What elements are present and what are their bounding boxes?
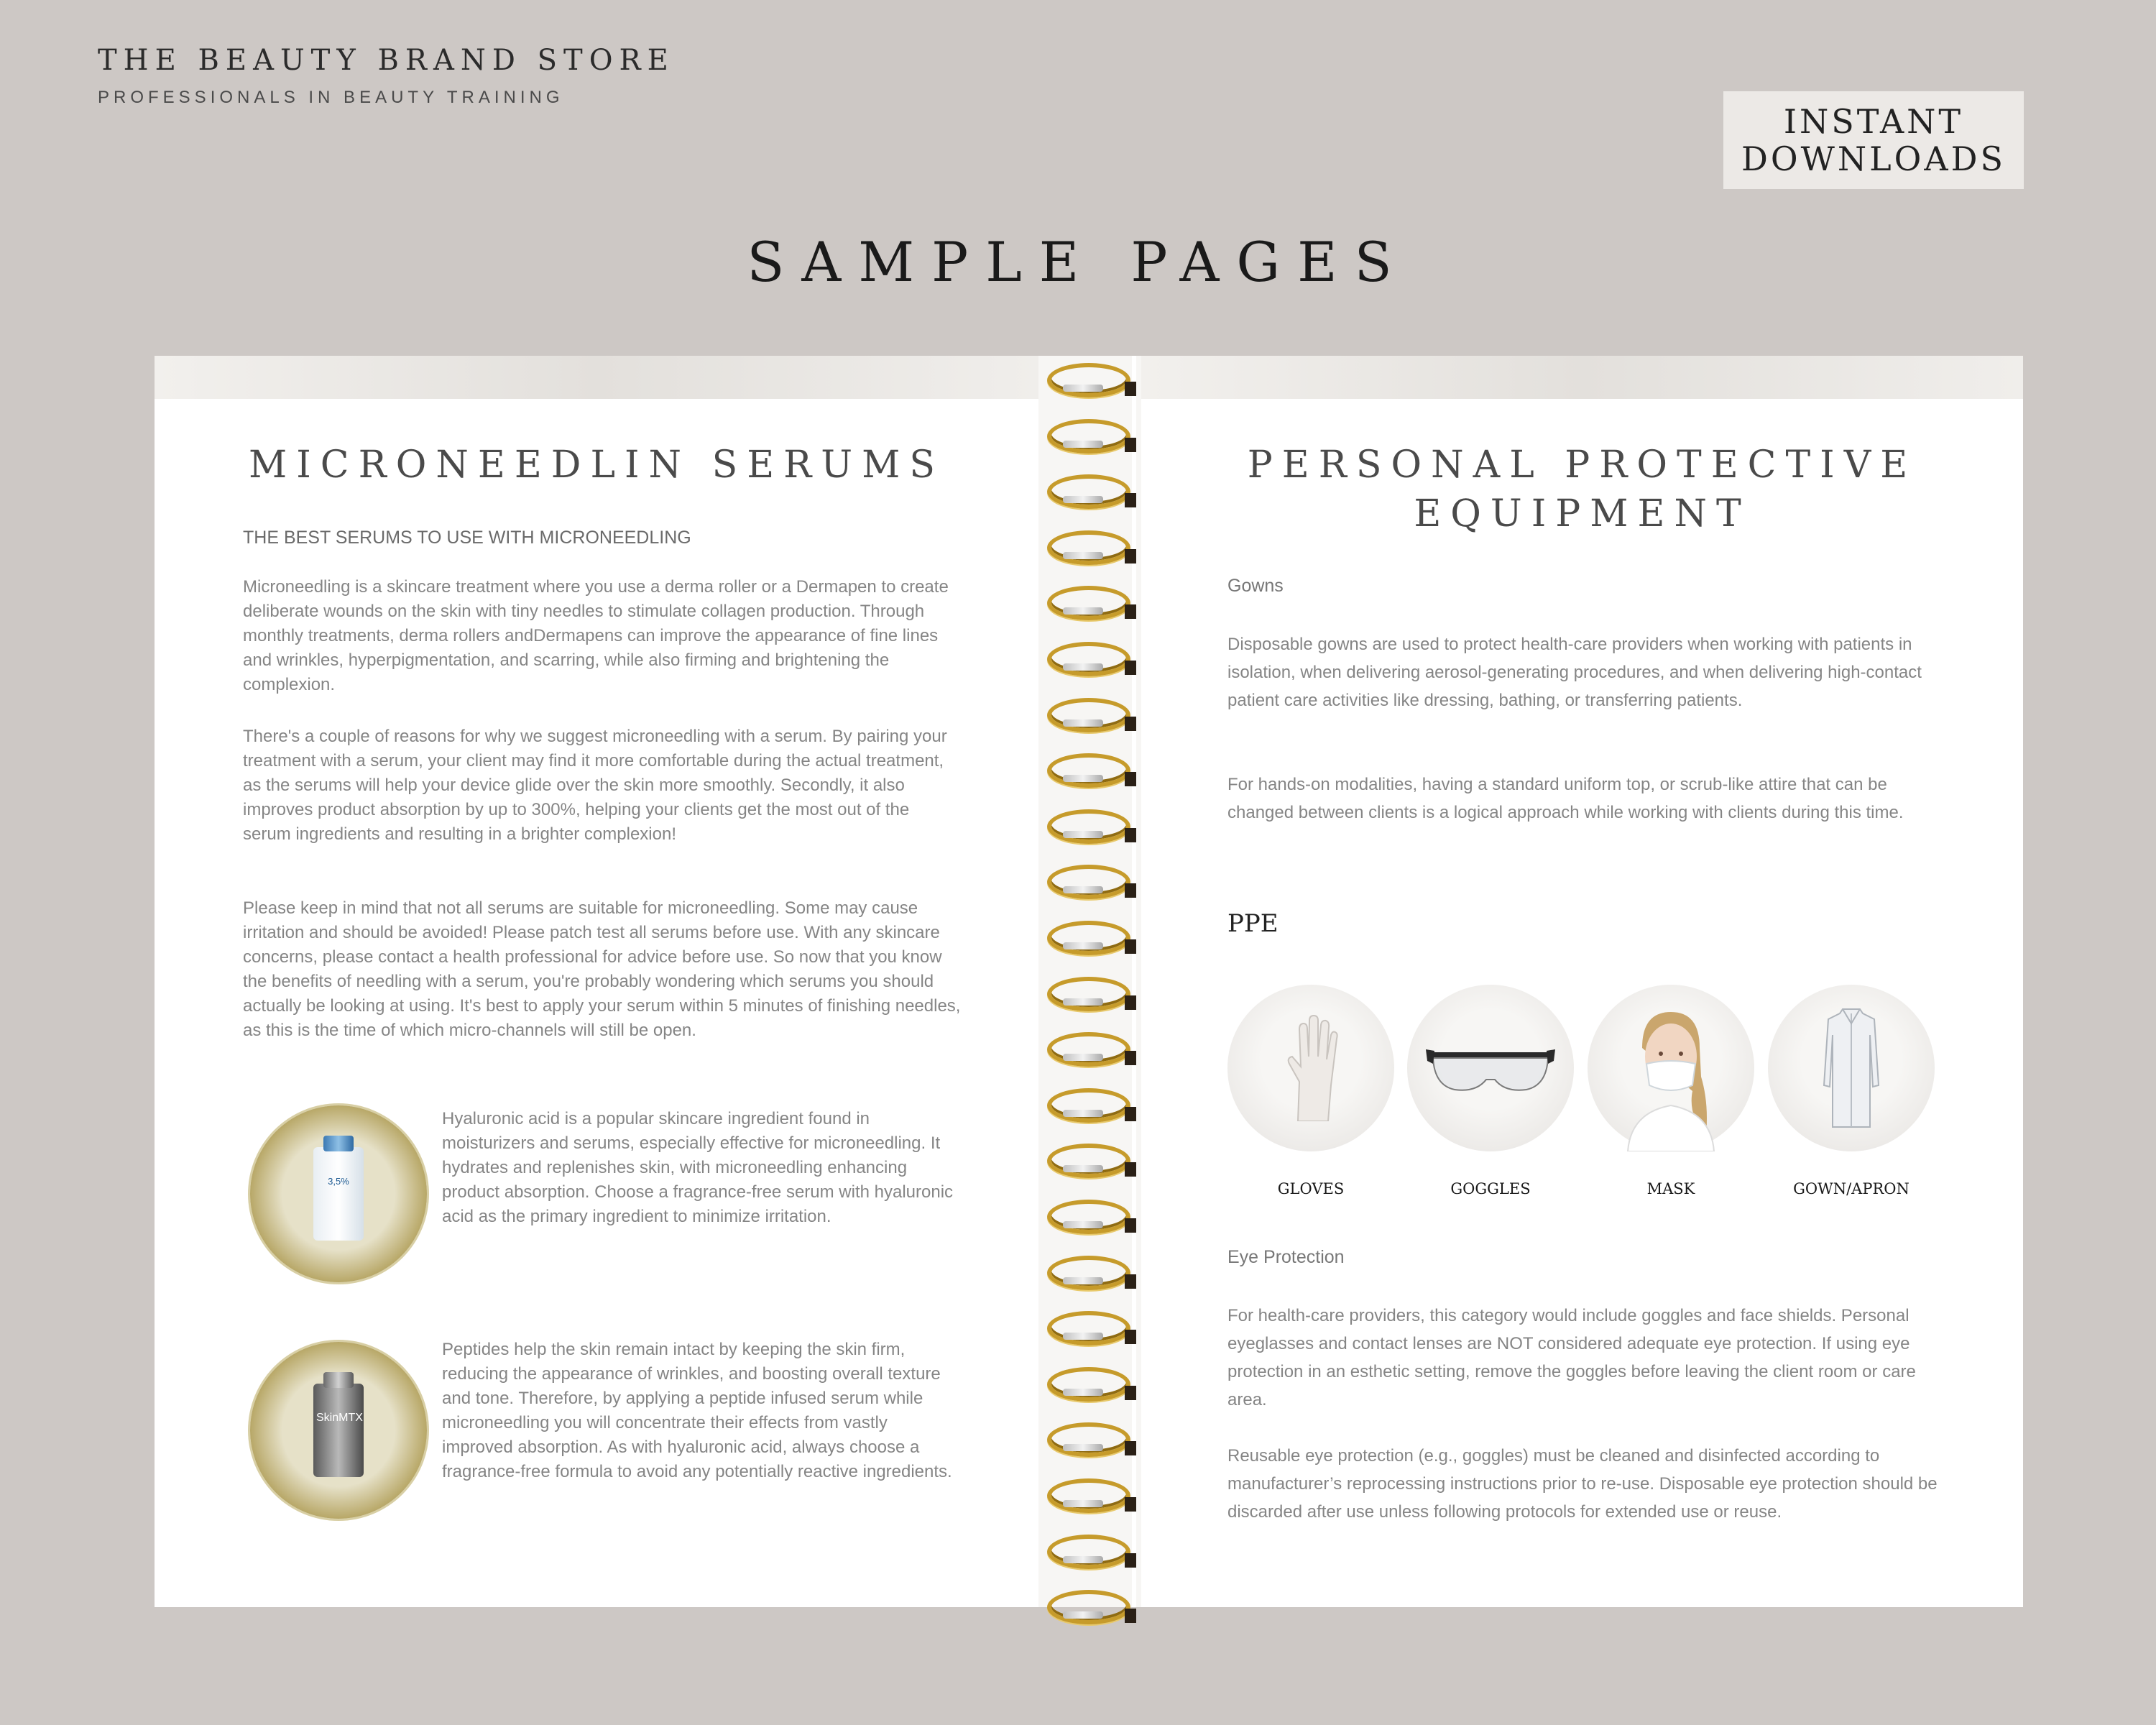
binding-ring <box>1047 642 1130 676</box>
ppe-label: GLOVES <box>1277 1180 1345 1197</box>
mask-icon <box>1621 998 1721 1151</box>
binding-ring <box>1047 977 1130 1011</box>
binding-hole <box>1125 1218 1136 1233</box>
binding-ring <box>1047 1535 1130 1569</box>
brand-tagline: PROFESSIONALS IN BEAUTY TRAINING <box>98 88 564 107</box>
peptide-serum-text: Peptides help the skin remain intact by keeping the skin firm, reducing the appearance of wrinkles, and boosting overall texture and tone. Therefore, by applying a peptide infused serum while microneedling you will concentrate their effects from vastly improved absorption. As with hyaluronic acid, always choose a fragrance-free formula to avoid any potentially reactive ingredients. <box>442 1340 952 1481</box>
binding-hole <box>1125 438 1136 452</box>
binding-hole <box>1125 772 1136 786</box>
ppe-item-gown <box>1768 985 1935 1197</box>
right-title-line-1: PERSONAL PROTECTIVE <box>1247 443 1917 487</box>
vial-label: 3,5% <box>328 1176 349 1187</box>
binding-ring <box>1047 753 1130 788</box>
binding-ring-highlight <box>1063 385 1103 392</box>
binding-hole <box>1125 1609 1136 1623</box>
ppe-heading: PPE <box>1227 909 1279 938</box>
binding-ring-highlight <box>1063 1333 1103 1340</box>
binding-ring-highlight <box>1063 663 1103 671</box>
binding-ring-highlight <box>1063 1054 1103 1061</box>
binding-hole <box>1125 1274 1136 1289</box>
right-notebook-page <box>1141 356 2023 1607</box>
page-top-band <box>155 356 1038 399</box>
binding-ring <box>1047 809 1130 844</box>
hyaluronic-serum-text: Hyaluronic acid is a popular skincare ingredient found in moisturizers and serums, especially effective for microneedling. It hydrates and replenishes skin, with microneedling enhancing product absorption. Choose a fragrance-free serum with hyaluronic acid as the primary ingredient to minimize irritation. <box>442 1109 954 1226</box>
serum-vial-icon <box>313 1147 364 1241</box>
goggles-icon <box>1426 1042 1555 1100</box>
eye-protection-paragraph-1: For health-care providers, this category would include goggles and face shields. Personal eyeglasses and contact lenses are NOT considered adequate eye protection. If using eye protection in an esthetic setting, remove the goggles before leaving the client room or care area. <box>1227 1306 1916 1409</box>
gloves-icon <box>1284 1013 1338 1121</box>
binding-hole <box>1125 661 1136 675</box>
ppe-image <box>1227 985 1394 1151</box>
binding-ring <box>1047 1311 1130 1346</box>
left-page-subheading: THE BEST SERUMS TO USE WITH MICRONEEDLING <box>243 528 691 548</box>
serum-vial-icon <box>313 1384 364 1477</box>
ppe-image <box>1768 985 1935 1151</box>
binding-ring-highlight <box>1063 607 1103 615</box>
vial-label: SkinMTX <box>316 1412 363 1424</box>
binding-ring <box>1047 1200 1130 1234</box>
binding-ring <box>1047 1367 1130 1402</box>
binding-hole <box>1125 382 1136 396</box>
binding-hole <box>1125 828 1136 842</box>
brand-header <box>98 43 675 108</box>
binding-ring <box>1047 1590 1130 1624</box>
binding-ring <box>1047 1478 1130 1513</box>
binding-ring-highlight <box>1063 831 1103 838</box>
ppe-label: GOGGLES <box>1450 1180 1531 1197</box>
binding-ring <box>1047 1144 1130 1178</box>
page-top-band <box>1141 356 2023 399</box>
binding-hole <box>1125 883 1136 898</box>
binding-ring-highlight <box>1063 1500 1103 1507</box>
binding-hole <box>1125 1553 1136 1568</box>
binding-ring <box>1047 419 1130 454</box>
gowns-paragraph-2: For hands-on modalities, having a standard uniform top, or scrub-like attire that can be changed between clients is a logical approach while working with clients during this time. <box>1227 775 1904 822</box>
binding-ring-highlight <box>1063 496 1103 503</box>
binding-ring-highlight <box>1063 1277 1103 1284</box>
binding-ring <box>1047 698 1130 732</box>
binding-ring-highlight <box>1063 1221 1103 1228</box>
binding-ring <box>1047 1032 1130 1067</box>
binding-ring-highlight <box>1063 775 1103 782</box>
instant-downloads-badge <box>1723 91 2024 189</box>
binding-hole <box>1125 1107 1136 1121</box>
binding-ring-highlight <box>1063 552 1103 559</box>
left-page-title: MICRONEEDLIN SERUMS <box>249 443 944 487</box>
binding-ring <box>1047 474 1130 509</box>
binding-ring <box>1047 865 1130 899</box>
right-title-line-2: EQUIPMENT <box>1414 492 1751 535</box>
ppe-item-mask <box>1588 985 1754 1197</box>
binding-ring-highlight <box>1063 942 1103 949</box>
gowns-heading: Gowns <box>1227 576 1284 596</box>
binding-hole <box>1125 1330 1136 1344</box>
binding-ring <box>1047 530 1130 565</box>
right-page-title <box>1141 441 2023 538</box>
binding-hole <box>1125 604 1136 619</box>
ppe-label: GOWN/APRON <box>1793 1180 1909 1197</box>
binding-ring-highlight <box>1063 886 1103 893</box>
binding-hole <box>1125 939 1136 954</box>
binding-hole <box>1125 995 1136 1010</box>
binding-hole <box>1125 1497 1136 1512</box>
left-paragraph-2: There's a couple of reasons for why we suggest microneedling with a serum. By pairing your treatment with a serum, your client may find it more comfortable during the actual treatment, as the serums will help your device glide over the skin more smoothly. Secondly, it also improves product absorption by up to 300%, helping your clients get the most out of the serum ingredients and resulting in a brighter complexion! <box>243 727 947 844</box>
left-paragraph-3: Please keep in mind that not all serums are suitable for microneedling. Some may cause irritation and should be avoided! Please patch test all serums before use. With any skincare concerns, please contact a health professional for advice before use. So now that you know the benefits of needling with a serum, you're probably wondering which serums you should actually be looking at using. It's best to apply your serum within 5 minutes of finishing needles, as this is the time of which micro-channels will still be open. <box>243 898 961 1040</box>
badge-line-1: INSTANT <box>1783 102 1964 141</box>
eye-protection-paragraph-2: Reusable eye protection (e.g., goggles) must be cleaned and disinfected according to manufacturer’s reprocessing instructions prior to re-use. Disposable eye protection should be discarded after use unless following protocols for extended use or reuse. <box>1227 1446 1938 1522</box>
ppe-item-gloves <box>1227 985 1394 1197</box>
binding-hole <box>1125 1162 1136 1177</box>
binding-ring <box>1047 363 1130 397</box>
binding-ring-highlight <box>1063 998 1103 1006</box>
binding-ring-highlight <box>1063 1444 1103 1451</box>
binding-ring <box>1047 921 1130 955</box>
binding-hole <box>1125 1051 1136 1065</box>
binding-ring <box>1047 1422 1130 1457</box>
binding-ring-highlight <box>1063 1389 1103 1396</box>
binding-hole <box>1125 1386 1136 1400</box>
badge-line-2: DOWNLOADS <box>1741 139 2006 178</box>
gowns-paragraph-1: Disposable gowns are used to protect health-care providers when working with patients in isolation, when delivering aerosol-generating procedures, and when delivering high-contact patient care activities like dressing, bathing, or transferring patients. <box>1227 635 1922 710</box>
binding-ring <box>1047 1256 1130 1290</box>
binding-ring-highlight <box>1063 441 1103 448</box>
binding-ring-highlight <box>1063 1556 1103 1563</box>
binding-ring-highlight <box>1063 1165 1103 1172</box>
ppe-image <box>1588 985 1754 1151</box>
eye-protection-heading: Eye Protection <box>1227 1247 1345 1267</box>
binding-ring-highlight <box>1063 719 1103 727</box>
page-title: SAMPLE PAGES <box>747 230 1409 294</box>
binding-ring <box>1047 1088 1130 1123</box>
binding-ring-highlight <box>1063 1611 1103 1619</box>
binding-hole <box>1125 493 1136 507</box>
binding-hole <box>1125 717 1136 731</box>
left-paragraph-1: Microneedling is a skincare treatment where you use a derma roller or a Dermapen to create deliberate wounds on the skin with tiny needles to stimulate collagen production. Through monthly treatments, derma rollers andDermapens can improve the appearance of fine lines and wrinkles, hyperpigmentation, and scarring, while also firming and brightening the complexion. <box>243 577 949 694</box>
binding-ring-highlight <box>1063 1110 1103 1117</box>
hyaluronic-serum-image <box>250 1105 427 1282</box>
brand-name: THE BEAUTY BRAND STORE <box>98 44 675 77</box>
ppe-item-goggles <box>1407 985 1574 1197</box>
binding-ring <box>1047 586 1130 620</box>
ppe-image <box>1407 985 1574 1151</box>
gown-icon <box>1823 1006 1880 1128</box>
left-notebook-page <box>155 356 1038 1607</box>
notebook-spine <box>1038 356 1141 1607</box>
binding-hole <box>1125 1441 1136 1455</box>
peptide-serum-image <box>250 1342 427 1519</box>
ppe-label: MASK <box>1646 1180 1695 1197</box>
binding-hole <box>1125 549 1136 564</box>
